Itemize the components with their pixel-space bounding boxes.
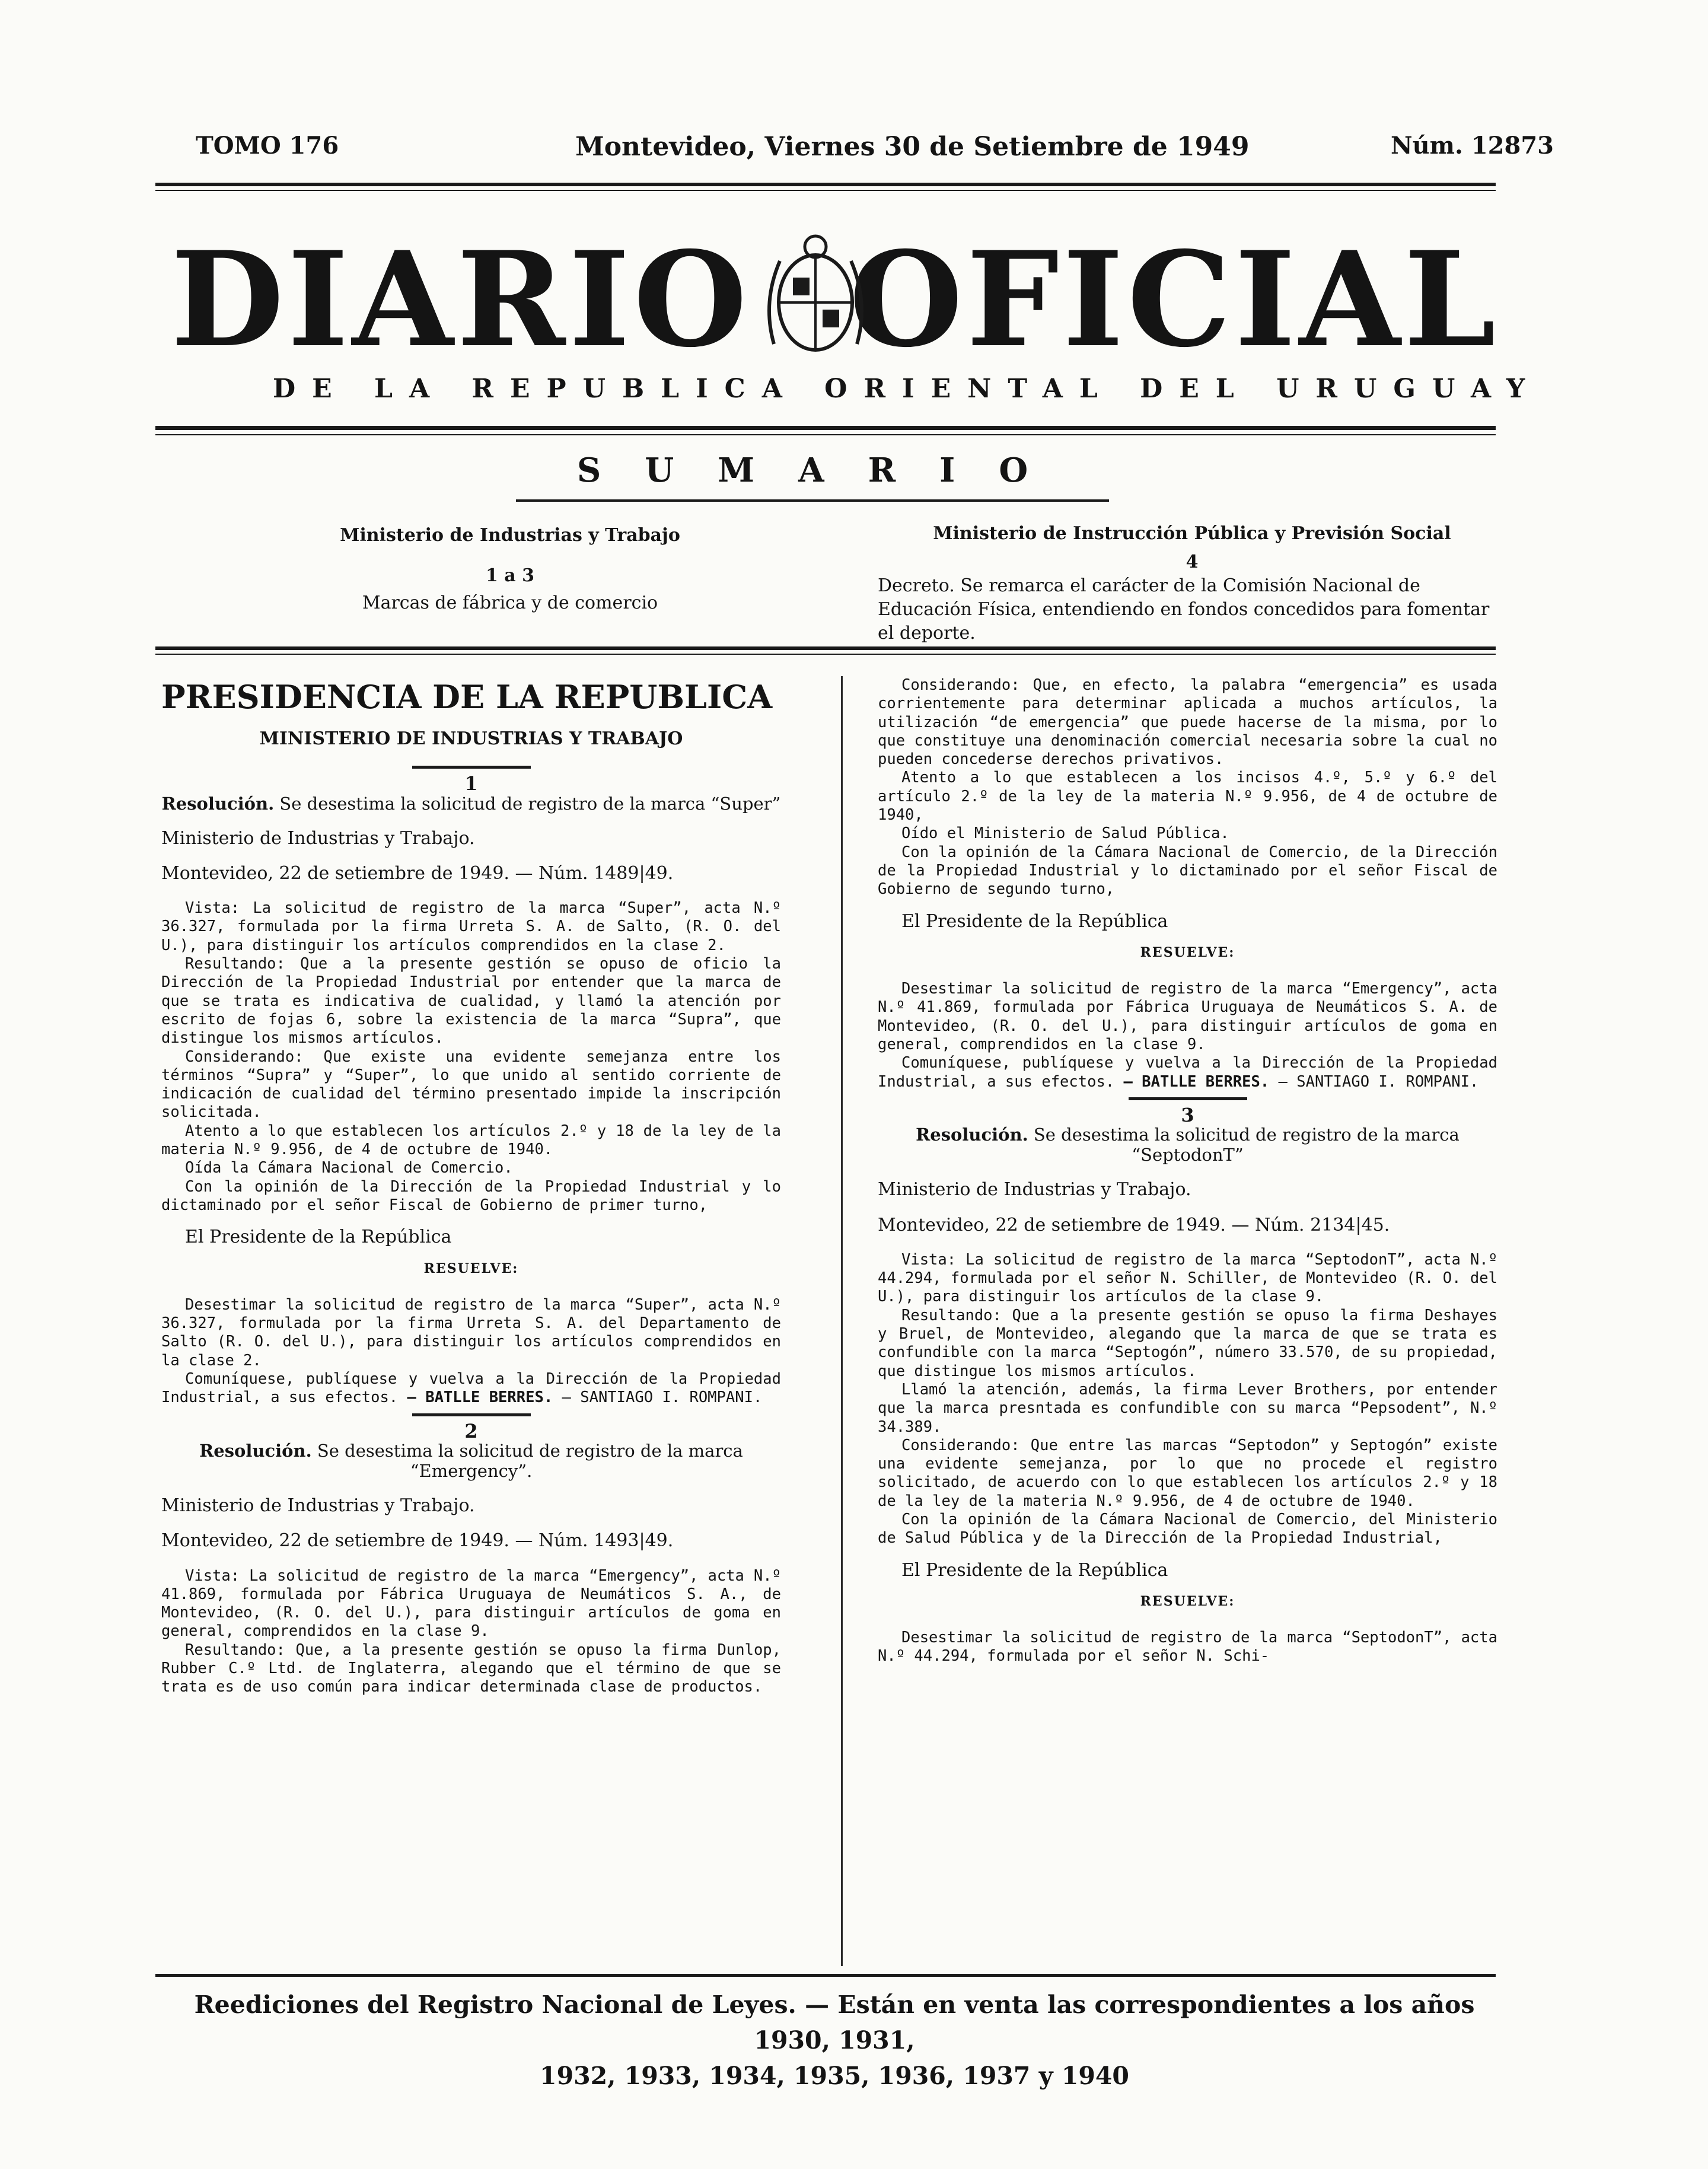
presidente-line: El Presidente de la República <box>185 1227 452 1248</box>
footer-rule <box>155 1974 1496 1977</box>
sumario-left-tema: Marcas de fábrica y de comercio <box>362 593 658 613</box>
sumario-bottom-rule <box>155 646 1496 650</box>
left-column <box>161 676 781 1697</box>
paragraph: Vista: La solicitud de registro de la marca “Super”, acta N.º 36.327, formulada por la firma Urreta S. A. de Salto, (R. O. del U.), para distinguir los artículos comprendidos en la clase 2. <box>161 899 781 954</box>
section-ministerio: MINISTERIO DE INDUSTRIAS Y TRABAJO <box>259 728 683 749</box>
paragraph: Vista: La solicitud de registro de la marca “SeptodonT”, acta N.º 44.294, formulada por el señor N. Schiller, de Montevideo (R. O. del U.), para distinguir los artículos de la clase 9. <box>878 1250 1497 1306</box>
sumario-right-tema: Decreto. Se remarca el carácter de la Comisión Nacional de Educación Física, entendiendo en fondos concedidos para fomentar el deporte. <box>878 575 1490 644</box>
sumario-right-pagina: 4 <box>1186 552 1199 572</box>
resolution-title-text: Se desestima la solicitud de registro de la marca “SeptodonT” <box>1033 1125 1460 1165</box>
tomo-label: TOMO 176 <box>196 132 339 160</box>
paragraph: Vista: La solicitud de registro de la marca “Emergency”, acta N.º 41.869, formulada por Fábrica Uruguaya de Neumáticos S. A., de Montevideo, (R. O. del U.), para distinguir artículos de goma en general, comprendidos en la clase 9. <box>161 1566 781 1641</box>
sumario-rule <box>516 499 1109 502</box>
separator <box>1129 1097 1247 1100</box>
header-rule <box>155 183 1496 186</box>
resolution-ministerio: Ministerio de Industrias y Trabajo. <box>161 1495 475 1516</box>
resolution-title-text: Se desestima la solicitud de registro de la marca “Emergency”. <box>317 1440 743 1481</box>
paragraph: Desestimar la solicitud de registro de la marca “Emergency”, acta N.º 41.869, formulada por Fábrica Uruguaya de Neumáticos S. A. de Montevideo, (R. O. del U.), para distinguir artículos de goma en general, comprendidos en la clase 9. <box>878 980 1497 1054</box>
issue-date: Montevideo, Viernes 30 de Setiembre de 1949 <box>575 132 1250 162</box>
masthead-word-diario: DIARIO <box>171 222 751 376</box>
masthead-subtitle: DE LA REPUBLICA ORIENTAL DEL URUGUAY <box>273 374 1542 404</box>
right-column <box>878 676 1497 1666</box>
footer-line-2: 1932, 1933, 1934, 1935, 1936, 1937 y 1940 <box>540 2062 1129 2090</box>
presidente-line: El Presidente de la República <box>901 910 1168 932</box>
resolution-title-text: Se desestima la solicitud de registro de la marca “Super” <box>279 793 781 814</box>
resuelve-label: RESUELVE: <box>1140 1593 1235 1609</box>
resolution-label: Resolución. <box>161 793 275 814</box>
subtitle-rule <box>155 426 1496 430</box>
paragraph <box>878 1054 1497 1091</box>
paragraph: Oída la Cámara Nacional de Comercio. <box>185 1159 513 1177</box>
header-rule-thin <box>155 190 1496 191</box>
sumario-left-paginas: 1 a 3 <box>485 565 535 586</box>
paragraph: Oído el Ministerio de Salud Pública. <box>901 824 1229 843</box>
sumario-right <box>878 522 1506 645</box>
signature: — BATLLE BERRES. <box>1123 1072 1270 1091</box>
sumario-right-ministerio: Ministerio de Instrucción Pública y Previsión Social <box>933 523 1451 544</box>
masthead-word-oficial: OFICIAL <box>849 222 1499 376</box>
footer-line-1: Reediciones del Registro Nacional de Leyes. — Están en venta las correspondientes a los años 1930, 1931, <box>194 1990 1475 2055</box>
resolution-number: 2 <box>464 1419 478 1442</box>
paragraph: Resultando: Que, a la presente gestión se opuso la firma Dunlop, Rubber C.º Ltd. de Inglaterra, alegando que el término de que se trata es de uso común para indicar determinada clase de productos. <box>161 1641 781 1696</box>
paragraph: Resultando: Que a la presente gestión se opuso de oficio la Dirección de la Propiedad Industrial por entender que la marca de que se trata es indicativa de cualidad, y llamó la atención por escrito de fojas 6, sobre la existencia de la marca “Supra”, que distingue los mismos artículos. <box>161 955 781 1047</box>
resolution-date: Montevideo, 22 de setiembre de 1949. — Núm. 2134|45. <box>878 1214 1390 1235</box>
paragraph: Desestimar la solicitud de registro de la marca “SeptodonT”, acta N.º 44.294, formulada por el señor N. Schi- <box>878 1629 1497 1665</box>
column-divider <box>841 676 843 1966</box>
paragraph: Considerando: Que existe una evidente semejanza entre los términos “Supra” y “Super”, lo que unido al sentido corriente de indicación de cualidad del término presentado impide la inscripción solicitada. <box>161 1047 781 1122</box>
issue-number: Núm. 12873 <box>1391 132 1554 160</box>
section-title: PRESIDENCIA DE LA REPUBLICA <box>161 678 773 716</box>
paragraph: Con la opinión de la Dirección de la Propiedad Industrial y lo dictaminado por el señor Fiscal de Gobierno de primer turno, <box>161 1177 781 1214</box>
paragraph: Atento a lo que establecen a los incisos 4.º, 5.º y 6.º del artículo 2.º de la ley de la materia N.º 9.956, de 4 de octubre de 1940, <box>878 769 1497 824</box>
paragraph: Considerando: Que, en efecto, la palabra “emergencia” es usada corrientemente para determinar aplicada a muchos artículos, la utilización “de emergencia” que puede hacerse de la misma, por lo que constituye una denominación comercial necesaria sobre la cual no pueden concederse derechos privativos. <box>878 676 1497 769</box>
sumario-left <box>249 522 771 617</box>
separator <box>412 1413 531 1416</box>
sumario-bottom-rule-thin <box>155 654 1496 655</box>
sumario-left-ministerio: Ministerio de Industrias y Trabajo <box>340 525 680 546</box>
paragraph: Llamó la atención, además, la firma Lever Brothers, por entender que la marca presntada es confundible con su marca “Pepsodent”, N.º 34.389. <box>878 1380 1497 1436</box>
paragraph: Resultando: Que a la presente gestión se opuso la firma Deshayes y Bruel, de Montevideo, alegando que la marca de que se trata es confundible con la marca “Septogón”, número 33.570, de su propiedad, que distingue los mismos artículos. <box>878 1306 1497 1380</box>
sumario-title: SUMARIO <box>576 451 1072 490</box>
resolution-ministerio: Ministerio de Industrias y Trabajo. <box>878 1179 1191 1200</box>
signature: — BATLLE BERRES. <box>407 1388 553 1407</box>
paragraph: Considerando: Que entre las marcas “Septodon” y Septogón” existe una evidente semejanza, por lo que no procede el registro solicitado, de acuerdo con lo que establecen los artículos 2.º y 18 de la ley de la materia N.º 9.956, de 4 de octubre de 1940. <box>878 1436 1497 1510</box>
resuelve-label: RESUELVE: <box>1140 944 1235 960</box>
coat-of-arms-icon <box>756 225 875 368</box>
resolution-number: 3 <box>1181 1103 1194 1126</box>
paragraph-text: Comuníquese, publíquese y vuelva a la Dirección de la Propiedad Industrial, a sus efectos. <box>161 1370 781 1407</box>
resolution-title <box>161 794 781 814</box>
presidente-line: El Presidente de la República <box>901 1559 1168 1581</box>
resolution-ministerio: Ministerio de Industrias y Trabajo. <box>161 827 475 849</box>
resolution-title <box>161 1441 781 1481</box>
resolution-label: Resolución. <box>916 1125 1028 1145</box>
resolution-date: Montevideo, 22 de setiembre de 1949. — Núm. 1493|49. <box>161 1530 674 1552</box>
resolution-date: Montevideo, 22 de setiembre de 1949. — Núm. 1489|49. <box>161 862 674 884</box>
separator <box>412 766 531 769</box>
signature: — SANTIAGO I. ROMPANI. <box>562 1388 763 1407</box>
paragraph: Con la opinión de la Cámara Nacional de Comercio, de la Dirección de la Propiedad Industrial y lo dictaminado por el señor Fiscal de Gobierno de segundo turno, <box>878 843 1497 899</box>
paragraph-text: Comuníquese, publíquese y vuelva a la Dirección de la Propiedad Industrial, a sus efectos. <box>878 1054 1497 1091</box>
signature: — SANTIAGO I. ROMPANI. <box>1278 1072 1479 1091</box>
paragraph: Desestimar la solicitud de registro de la marca “Super”, acta N.º 36.327, formulada por la firma Urreta S. A. del Departamento de Salto (R. O. del U.), para distinguir los artículos comprendidos en la clase 2. <box>161 1295 781 1369</box>
subtitle-rule-thin <box>155 434 1496 435</box>
footer-notice <box>161 1987 1508 2094</box>
paragraph: Con la opinión de la Cámara Nacional de Comercio, del Ministerio de Salud Pública y de la Dirección de la Propiedad Industrial, <box>878 1510 1497 1547</box>
resolution-number: 1 <box>464 772 478 795</box>
resolution-title <box>878 1125 1497 1165</box>
resuelve-label: RESUELVE: <box>423 1260 519 1276</box>
paragraph <box>161 1370 781 1407</box>
paragraph: Atento a lo que establecen los artículos 2.º y 18 de la ley de la materia N.º 9.956, de 4 de octubre de 1940. <box>161 1122 781 1159</box>
resolution-label: Resolución. <box>199 1440 312 1461</box>
